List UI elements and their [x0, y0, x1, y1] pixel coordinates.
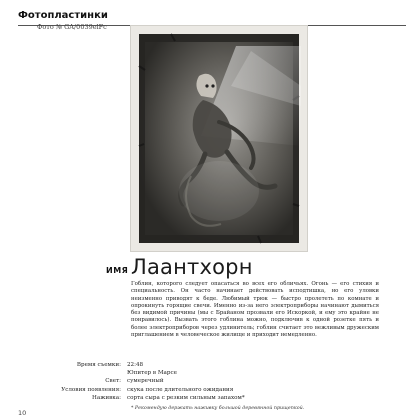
- page-header: [18, 10, 406, 21]
- section-title: Фотопластинки: [18, 10, 108, 21]
- meta-label: Наживка:: [92, 394, 121, 401]
- meta-row: [20, 369, 400, 377]
- creature-name: Лаантхорн: [131, 255, 253, 279]
- meta-row: [20, 361, 400, 369]
- meta-label: Время съемки:: [76, 362, 121, 368]
- creature-description: Гоблин, которого следует опасаться во всех его обличьях. Огонь — его стихия и специальность. Он часто начинает действовать исподтишка, но его уловки неизменно приводят к беде. Любимый трюк — быстро пролететь по комнате и опрокинуть горящие свечи. Именно из-за него электроприборы начинают дымиться без видимой причины (мы с Брайаном прозвали его Искоркой, и ему это крайне не понравилось). Вызвать этого гоблина можно, подключив к одной розетке пять и более электроприборов через удлинитель; гоблин считает это вежливым дружеским приглашением в человеческое жилище и приходит немедленно.: [131, 281, 379, 339]
- meta-row: [20, 394, 400, 402]
- goblin-figure-icon: [131, 26, 307, 251]
- page-number: 10: [18, 409, 27, 417]
- photo-metadata: [20, 361, 400, 402]
- photo-number: Фото № GA/0039elFc: [37, 23, 107, 31]
- name-label: ИМЯ: [106, 266, 129, 275]
- meta-label: [20, 369, 127, 377]
- meta-label: Свет:: [105, 378, 121, 385]
- meta-value: сорта сыра с резким сильным запахом*: [127, 394, 245, 401]
- meta-value: 22:48: [127, 362, 144, 368]
- meta-row: [20, 377, 400, 385]
- photo-plate: [130, 25, 308, 252]
- meta-value: сумеречный: [127, 378, 164, 385]
- footnote: * Рекомендую держать наживку большой деревянной прищепкой.: [131, 406, 305, 411]
- meta-value: Юпитер в Марсе: [127, 370, 177, 377]
- meta-value: скука после длительного ожидания: [127, 386, 234, 393]
- meta-row: [20, 386, 400, 394]
- meta-label: Условия появления:: [61, 386, 121, 393]
